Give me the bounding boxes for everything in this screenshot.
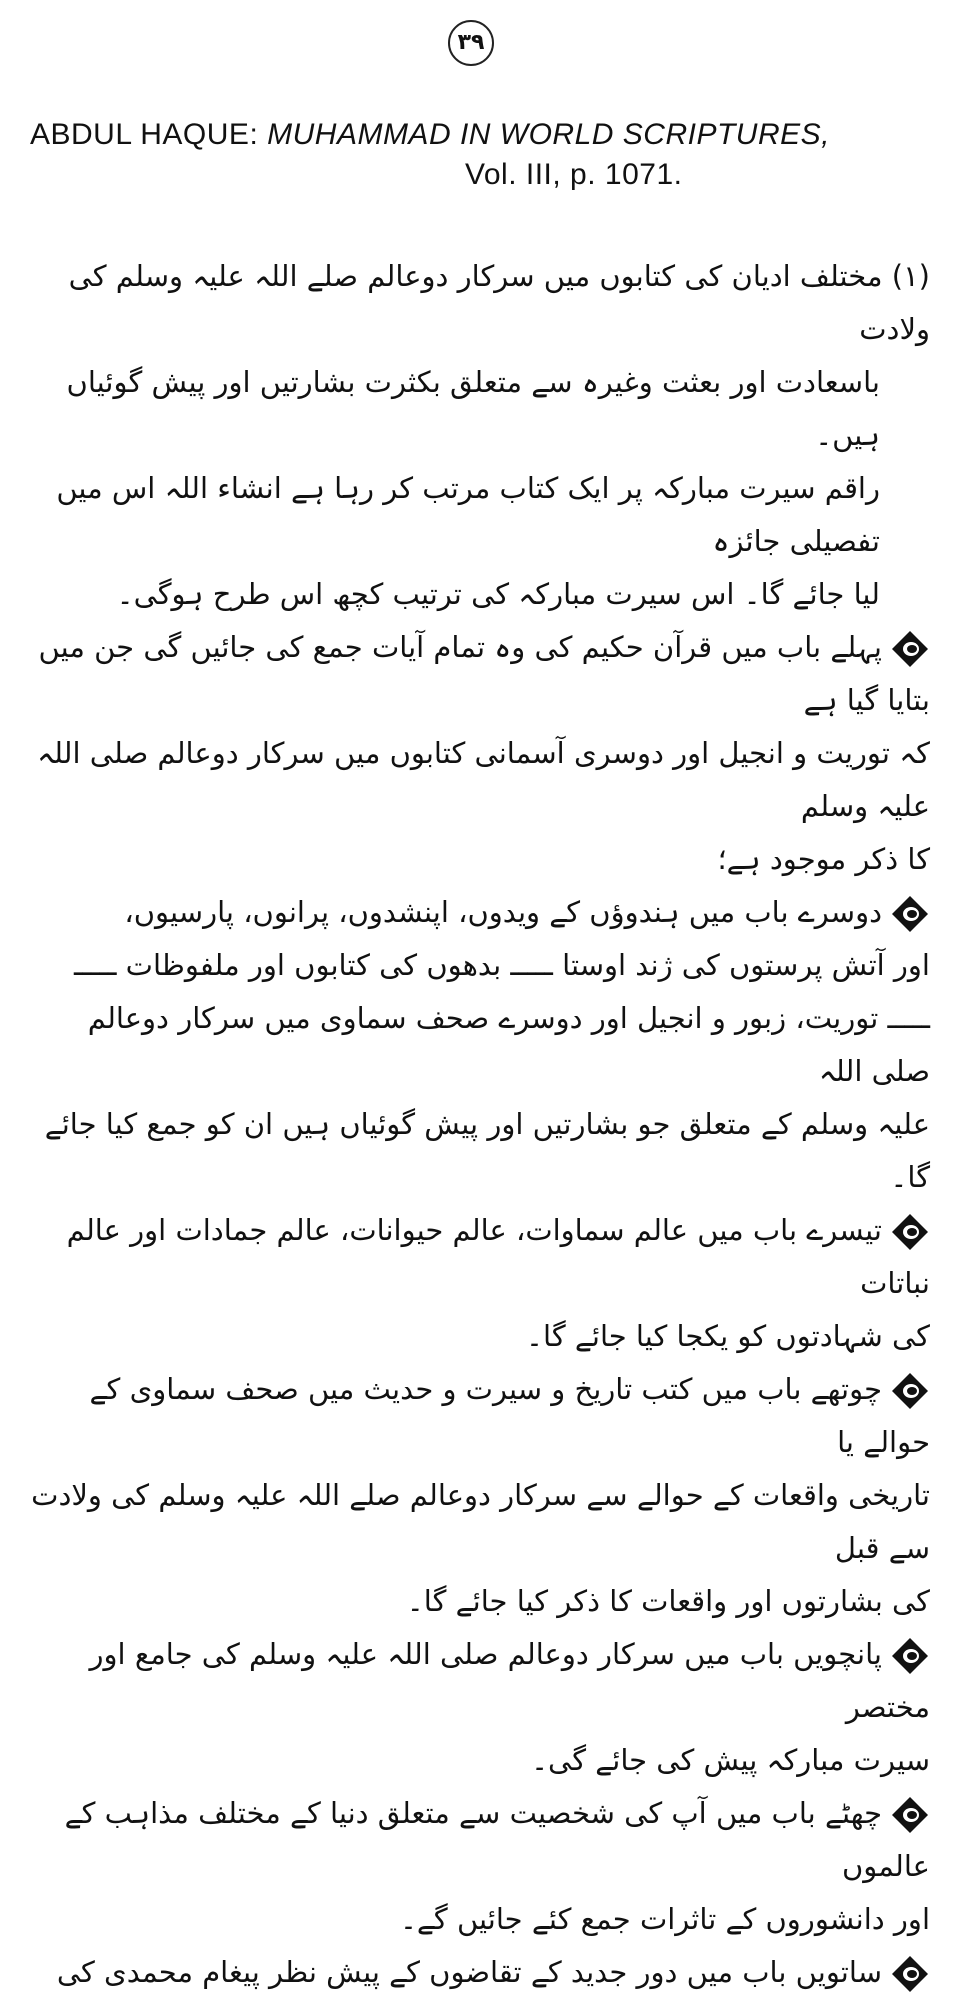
citation-line-1: [30, 118, 930, 152]
intro-line: راقم سیرت مبارکہ پر ایک کتاب مرتب کر رہا ہے انشاء اللہ اس میں تفصیلی جائزہ: [56, 471, 880, 558]
chapter-line: اور دانشوروں کے تاثرات جمع کئے جائیں گے۔: [399, 1902, 930, 1936]
chapter-line: تاریخی واقعات کے حوالے سے سرکار دوعالم صلے اللہ علیہ وسلم کی ولادت سے قبل: [31, 1478, 930, 1565]
diamond-bullet-icon: [890, 1371, 930, 1411]
page-number: ۳۹: [448, 20, 494, 66]
chapter-line-text: تیسرے باب میں عالم سماوات، عالم حیوانات، عالم جمادات اور عالم نباتات: [66, 1213, 930, 1300]
chapter-line: [30, 1787, 930, 1893]
diamond-bullet-icon: [890, 1212, 930, 1252]
chapter-line: [30, 621, 930, 727]
chapter-item: [30, 886, 930, 1204]
chapter-item: [30, 621, 930, 886]
chapter-line-text: ساتویں باب میں دور جدید کے تقاضوں کے پیش نظر پیغام محمدی کی: [56, 1955, 882, 1989]
diamond-bullet-icon: [890, 1636, 930, 1676]
diamond-bullet-icon: [890, 1954, 930, 1994]
chapter-line: کی شہادتوں کو یکجا کیا جائے گا۔: [526, 1319, 930, 1353]
chapter-line: کی بشارتوں اور واقعات کا ذکر کیا جائے گا۔: [406, 1584, 930, 1618]
citation: [30, 118, 930, 192]
chapter-item: [30, 1204, 930, 1363]
intro-line: (۱) مختلف ادیان کی کتابوں میں سرکار دوعالم صلے اللہ علیہ وسلم کی ولادت: [68, 259, 930, 346]
chapter-item: [30, 1363, 930, 1628]
citation-author: ABDUL HAQUE:: [30, 118, 268, 151]
chapter-line: [30, 886, 930, 939]
chapter-item: [30, 1946, 930, 1999]
chapter-line: کہ توریت و انجیل اور دوسری آسمانی کتابوں میں سرکار دوعالم صلی اللہ علیہ وسلم: [37, 736, 930, 823]
citation-volume: Vol. III, p. 1071.: [465, 158, 683, 191]
chapter-line: [30, 1628, 930, 1734]
chapter-line-text: چھٹے باب میں آپ کی شخصیت سے متعلق دنیا کے مختلف مذاہب کے عالموں: [64, 1796, 930, 1883]
intro-paragraph: [30, 250, 930, 621]
diamond-bullet-icon: [890, 894, 930, 934]
chapter-line: کا ذکر موجود ہے؛: [717, 842, 930, 876]
chapter-line-text: دوسرے باب میں ہندوؤں کے ویدوں، اپنشدوں، پرانوں، پارسیوں،: [124, 895, 882, 929]
diamond-bullet-icon: [890, 1795, 930, 1835]
chapter-line: [30, 1363, 930, 1469]
chapter-line: سیرت مبارکہ پیش کی جائے گی۔: [531, 1743, 930, 1777]
chapter-line: [30, 1946, 930, 1999]
citation-title: MUHAMMAD IN WORLD SCRIPTURES,: [267, 118, 830, 151]
chapter-item: [30, 1628, 930, 1787]
chapter-line-text: پہلے باب میں قرآن حکیم کی وہ تمام آیات جمع کی جائیں گی جن میں بتایا گیا ہے: [38, 630, 930, 717]
chapter-line: اور آتش پرستوں کی ژند اوستا ـــــ بدھوں کی کتابوں اور ملفوظات ـــــ: [73, 948, 930, 982]
chapter-line-text: چوتھے باب میں کتب تاریخ و سیرت و حدیث میں صحف سماوی کے حوالے یا: [89, 1372, 930, 1459]
chapter-line: [30, 1204, 930, 1310]
chapter-line-text: پانچویں باب میں سرکار دوعالم صلی اللہ علیہ وسلم کی جامع اور مختصر: [89, 1637, 930, 1724]
intro-line: لیا جائے گا۔ اس سیرت مبارکہ کی ترتیب کچھ اس طرح ہوگی۔: [116, 577, 880, 611]
chapter-item: [30, 1787, 930, 1946]
body-text: [30, 250, 930, 1999]
intro-line: باسعادت اور بعثت وغیرہ سے متعلق بکثرت بشارتیں اور پیش گوئیاں ہیں۔: [66, 365, 880, 452]
chapter-line: ـــــ توریت، زبور و انجیل اور دوسرے صحف سماوی میں سرکار دوعالم صلی اللہ: [87, 1001, 930, 1088]
diamond-bullet-icon: [890, 629, 930, 669]
chapter-line: علیہ وسلم کے متعلق جو بشارتیں اور پیش گوئیاں ہیں ان کو جمع کیا جائے گا۔: [44, 1107, 930, 1194]
